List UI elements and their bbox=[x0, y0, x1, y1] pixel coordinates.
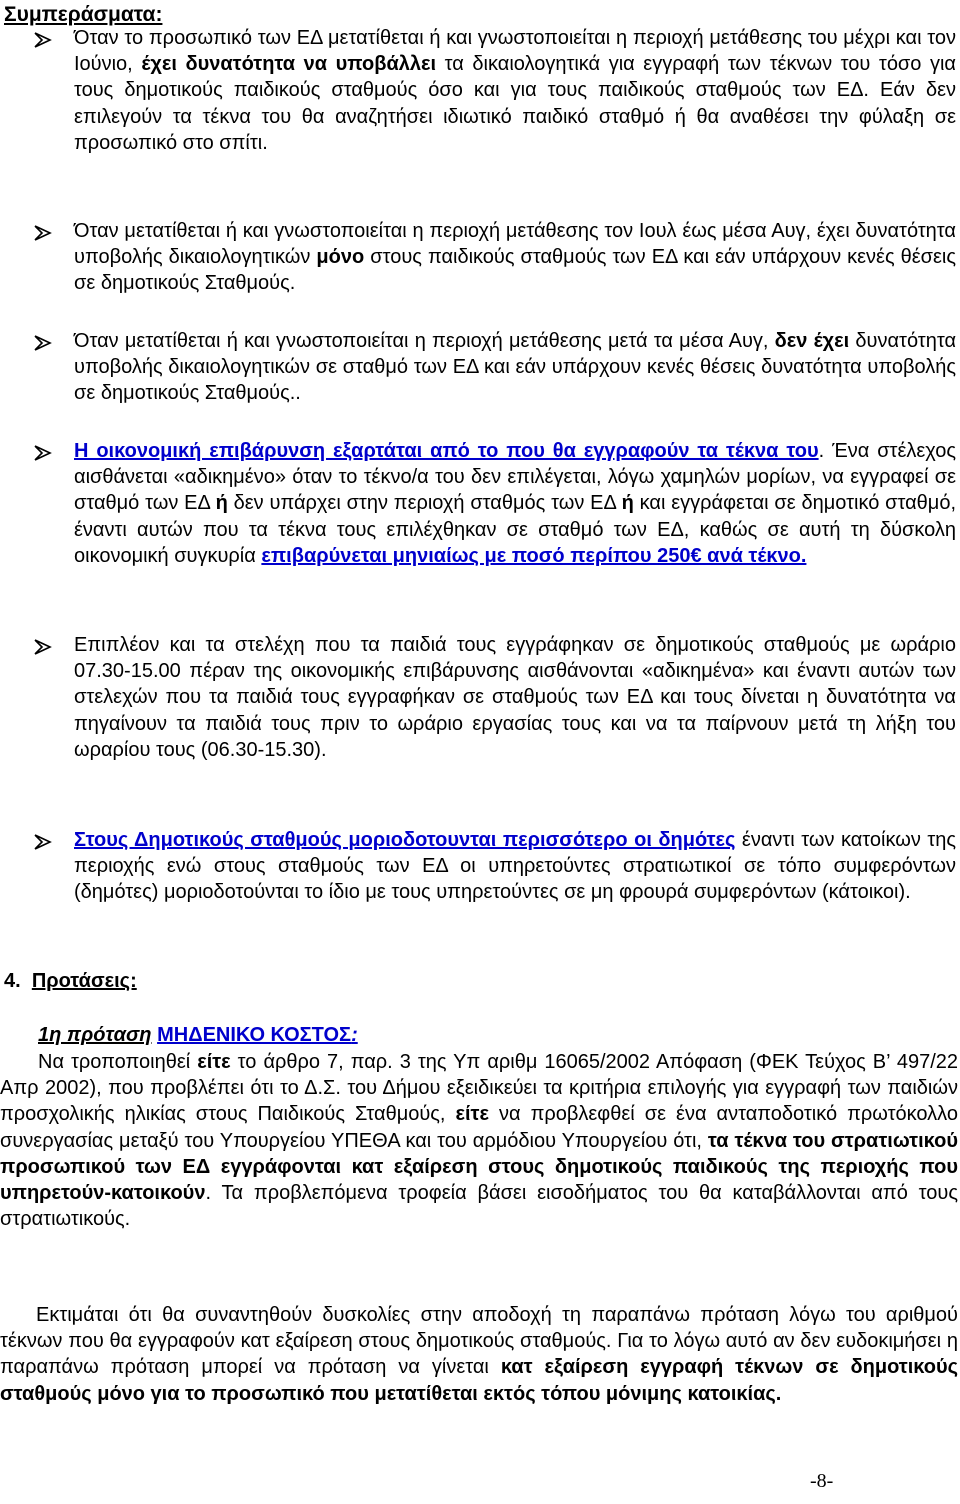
bullet-1: Όταν το προσωπικό των ΕΔ μετατίθεται ή και γνωστοποιείται η περιοχή μετάθεσης του μέχρι και τον Ιούνιο, έχει δυνατότητα να υποβάλλει τα δικαιολογητικά για εγγραφή των τέκνων του τόσο για τους δημοτικούς παιδικούς σταθμούς όσο και για τους παιδικούς σταθμούς των ΕΔ. Εάν δεν επιλεγούν τα τέκνα του θα αναζητήσει ιδιωτικό παιδικό σταθμό ή θα αναθέσει την φύλαξη σε προσωπικό στο σπίτι. bbox=[74, 27, 956, 154]
bullet-5: Επιπλέον και τα στελέχη που τα παιδιά τους εγγράφηκαν σε δημοτικούς σταθμούς με ωράριο 07.30-15.00 πέραν της οικονομικής επιβάρυνσης αισθάνονται «αδικημένα» και έναντι αυτών των στελεχών που τα παιδιά τους εγγραφήκαν σε σταθμούς των ΕΔ και τους δίνεται η δυνατότητα να πηγαίνουν τα παιδιά τους πριν το ωράριο εργασίας τους και να τα παίρνουν μετά τη λήξη του ωραρίου τους (06.30-15.30). bbox=[74, 634, 956, 761]
chevron-bullet-icon bbox=[32, 637, 54, 657]
chevron-bullet-icon bbox=[32, 30, 54, 50]
difficulty-paragraph: Εκτιμάται ότι θα συναντηθούν δυσκολίες στην αποδοχή τη παραπάνω πρόταση λόγω του αριθμού τέκνων που θα εγγραφούν κατ εξαίρεση στους δημοτικούς σταθμούς. Για το λόγω αυτό αν δεν ευδοκιμήσει η παραπάνω πρόταση μπορεί να πρόταση να γίνεται κατ εξαίρεση εγγραφή τέκνων σε δημοτικούς σταθμούς μόνο για το προσωπικό που μετατίθεται εκτός τόπου μόνιμης κατοικίας. bbox=[0, 1304, 959, 1405]
chevron-bullet-icon bbox=[32, 443, 54, 463]
bullet-1-emphasis: έχει δυνατότητα να υποβάλλει bbox=[141, 53, 437, 76]
cost-dependency-link[interactable]: Η οικονομική επιβάρυνση εξαρτάται από το που θα εγγραφούν τα τέκνα του bbox=[74, 440, 819, 462]
bullet-3: Όταν μετατίθεται ή και γνωστοποιείται η περιοχή μετάθεσης μετά τα μέσα Αυγ, δεν έχει δυνατότητα υποβολής δικαιολογητικών σε σταθμό των ΕΔ και εάν υπάρχουν κενές θέσεις δυνατότητα υποβολής σε δημοτικούς Σταθμούς.. bbox=[74, 330, 957, 405]
chevron-bullet-icon bbox=[32, 832, 54, 852]
municipal-stations-link[interactable]: Στους Δημοτικούς σταθμούς μοριοδοτουνται περισσότερο οι δημότες bbox=[74, 829, 736, 851]
conclusions-heading: Συμπεράσματα: bbox=[4, 3, 163, 26]
bullet-4: Η οικονομική επιβάρυνση εξαρτάται από το που θα εγγραφούν τα τέκνα του. Ένα στέλεχος αισθάνεται «αδικημένο» όταν το τέκνο/α του δεν επιλέγεται, λόγω χαμηλών μορίων, να εγγραφεί σε σταθμό των ΕΔ ή δεν υπάρχει στην περιοχή σταθμός των ΕΔ ή και εγγράφεται σε δημοτικό σταθμό, έναντι αυτών που τα τέκνα τους επιλέχθηκαν σε σταθμό των ΕΔ, καθώς σε αυτή τη δύσκολη οικονομική συγκυρία επιβαρύνεται μηνιαίως με ποσό περίπου 250€ ανά τέκνο. bbox=[74, 440, 957, 567]
monthly-cost-link[interactable]: επιβαρύνεται μηνιαίως με ποσό περίπου 250€ ανά τέκνο. bbox=[261, 544, 807, 567]
proposal-1-paragraph: Να τροποποιηθεί είτε το άρθρο 7, παρ. 3 της Υπ αριθμ 16065/2002 Απόφαση (ΦΕΚ Τεύχος Β’ 497/22 Απρ 2002), που προβλέπει ότι το Δ.Σ. του Δήμου εξειδικεύει τα κριτήρια επιλογής για εγγραφή των παιδιών προσχολικής ηλικίας στους Παιδικούς Σταθμούς, είτε να προβλεφθεί σε ένα ανταποδοτικό πρωτόκολλο συνεργασίας μεταξύ του Υπουργείου ΥΠΕΘΑ και του αρμόδιου Υπουργείου ότι, τα τέκνα του στρατιωτικού προσωπικού των ΕΔ εγγράφονται κατ εξαίρεση στους δημοτικούς παιδικούς της περιοχής που υπηρετούν-κατοικούν. Τα προβλεπόμενα τροφεία βάσει εισοδήματος του θα καταβάλλονται από τους στρατιωτικούς. bbox=[0, 1051, 958, 1231]
chevron-bullet-icon bbox=[32, 333, 54, 353]
chevron-bullet-icon bbox=[32, 223, 54, 243]
proposal-1-heading: 1η πρόταση ΜΗΔΕΝΙΚΟ ΚΟΣΤΟΣ: bbox=[38, 1024, 358, 1046]
bullet-2: Όταν μετατίθεται ή και γνωστοποιείται η περιοχή μετάθεσης τον Ιουλ έως μέσα Αυγ, έχει δυνατότητα υποβολής δικαιολογητικών μόνο στους παιδικούς σταθμούς των ΕΔ και εάν υπάρχουν κενές θέσεις σε δημοτικούς Σταθμούς. bbox=[74, 220, 957, 295]
bullet-6: Στους Δημοτικούς σταθμούς μοριοδοτουνται περισσότερο οι δημότες έναντι των κατοίκων της περιοχής ενώ στους σταθμούς των ΕΔ οι υπηρετούντες στρατιωτικοί σε τόπο συμφερόντων (δημότες) μοριοδοτούνται το ίδιο με τους υπηρετούντες σε μη φρουρά συμφερόντων (κάτοικοι). bbox=[74, 829, 956, 904]
section-4-heading: 4. Προτάσεις: bbox=[4, 970, 137, 992]
page-number: -8- bbox=[810, 1470, 834, 1492]
zero-cost-link[interactable]: ΜΗΔΕΝΙΚΟ ΚΟΣΤΟΣ bbox=[157, 1024, 352, 1046]
